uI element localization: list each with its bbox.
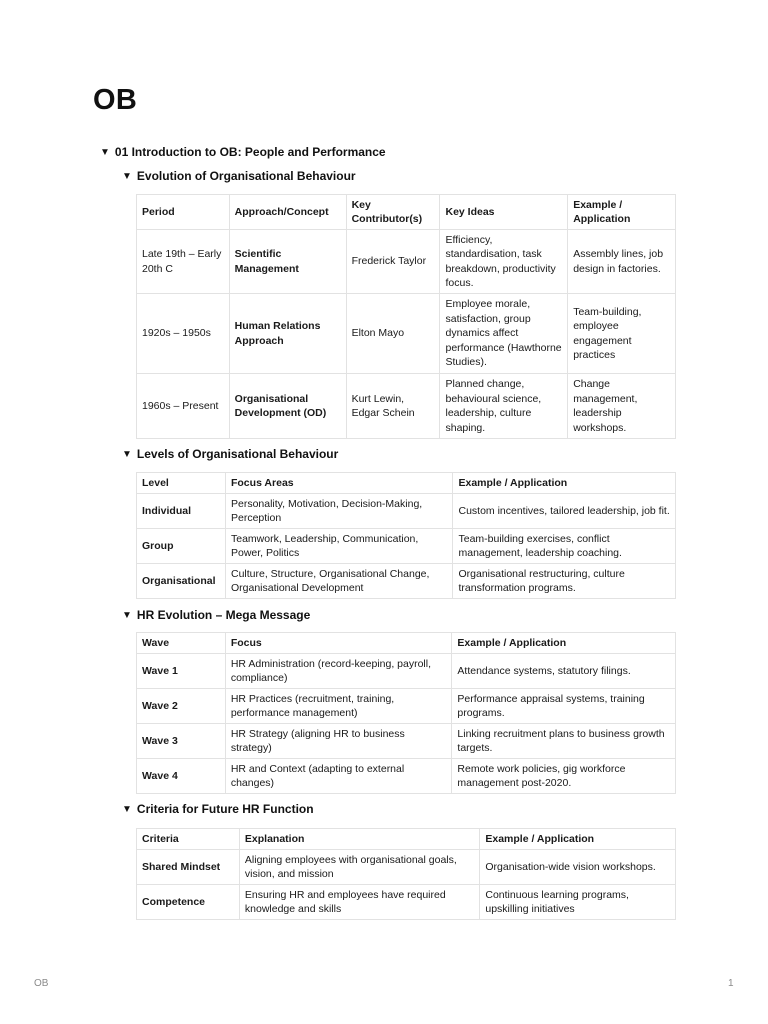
table-cell: Linking recruitment plans to business growth targets. xyxy=(452,724,676,759)
column-header: Key Contributor(s) xyxy=(346,195,440,230)
column-header: Approach/Concept xyxy=(229,195,346,230)
column-header: Criteria xyxy=(137,829,240,850)
table-cell: Aligning employees with organisational goals, vision, and mission xyxy=(239,850,479,885)
levels-table xyxy=(136,472,676,599)
toggle-levels[interactable] xyxy=(122,447,338,461)
table-cell: Human Relations Approach xyxy=(229,294,346,374)
table-cell: Teamwork, Leadership, Communication, Power, Politics xyxy=(225,529,453,564)
table-row xyxy=(137,564,676,599)
table-cell: Culture, Structure, Organisational Change, Organisational Development xyxy=(225,564,453,599)
triangle-down-icon: ▼ xyxy=(122,803,132,815)
table-cell: HR Practices (recruitment, training, performance management) xyxy=(225,689,452,724)
table-cell: Custom incentives, tailored leadership, job fit. xyxy=(453,494,676,529)
column-header: Wave xyxy=(137,633,226,654)
table-cell: Planned change, behavioural science, leadership, culture shaping. xyxy=(440,374,568,439)
table-row xyxy=(137,529,676,564)
triangle-down-icon: ▼ xyxy=(122,448,132,460)
table-cell: Wave 3 xyxy=(137,724,226,759)
table-row xyxy=(137,885,676,920)
subsection-heading: Evolution of Organisational Behaviour xyxy=(136,169,356,183)
table-header-row xyxy=(137,195,676,230)
table-cell: Team-building exercises, conflict management, leadership coaching. xyxy=(453,529,676,564)
table-cell: Assembly lines, job design in factories. xyxy=(568,230,676,294)
page-title: OB xyxy=(93,84,138,116)
table-cell: Individual xyxy=(137,494,226,529)
table-cell: Ensuring HR and employees have required knowledge and skills xyxy=(239,885,479,920)
table-cell: Efficiency, standardisation, task breakdown, productivity focus. xyxy=(440,230,568,294)
table-cell: HR Administration (record-keeping, payroll, compliance) xyxy=(225,654,452,689)
table-row xyxy=(137,230,676,294)
triangle-down-icon: ▼ xyxy=(122,170,132,182)
table-cell: Wave 1 xyxy=(137,654,226,689)
table-cell: Shared Mindset xyxy=(137,850,240,885)
footer-doc-title: OB xyxy=(34,978,49,989)
table-cell: Kurt Lewin, Edgar Schein xyxy=(346,374,440,439)
column-header: Key Ideas xyxy=(440,195,568,230)
footer-page-number: 1 xyxy=(728,978,734,989)
toggle-section-intro[interactable] xyxy=(100,145,386,159)
toggle-criteria[interactable] xyxy=(122,802,314,816)
table-row xyxy=(137,759,676,794)
table-cell: Remote work policies, gig workforce management post-2020. xyxy=(452,759,676,794)
table-header-row xyxy=(137,473,676,494)
table-cell: Wave 4 xyxy=(137,759,226,794)
table-cell: Organisation-wide vision workshops. xyxy=(480,850,676,885)
column-header: Example / Application xyxy=(452,633,676,654)
evolution-table xyxy=(136,194,676,439)
table-row xyxy=(137,294,676,374)
table-cell: 1920s – 1950s xyxy=(137,294,230,374)
subsection-heading: Criteria for Future HR Function xyxy=(136,802,314,816)
table-cell: Scientific Management xyxy=(229,230,346,294)
column-header: Explanation xyxy=(239,829,479,850)
table-cell: Competence xyxy=(137,885,240,920)
criteria-table xyxy=(136,828,676,920)
table-row xyxy=(137,494,676,529)
table-cell: Personality, Motivation, Decision-Making, Perception xyxy=(225,494,453,529)
table-cell: Group xyxy=(137,529,226,564)
subsection-heading: HR Evolution – Mega Message xyxy=(136,608,311,622)
column-header: Focus xyxy=(225,633,452,654)
subsection-heading: Levels of Organisational Behaviour xyxy=(136,447,339,461)
toggle-evolution[interactable] xyxy=(122,169,356,183)
table-header-row xyxy=(137,633,676,654)
column-header: Example / Application xyxy=(453,473,676,494)
table-cell: HR and Context (adapting to external changes) xyxy=(225,759,452,794)
table-cell: Team-building, employee engagement practices xyxy=(568,294,676,374)
column-header: Period xyxy=(137,195,230,230)
table-cell: Elton Mayo xyxy=(346,294,440,374)
table-cell: Wave 2 xyxy=(137,689,226,724)
section-heading: 01 Introduction to OB: People and Performance xyxy=(114,145,386,159)
table-cell: 1960s – Present xyxy=(137,374,230,439)
table-header-row xyxy=(137,829,676,850)
triangle-down-icon: ▼ xyxy=(100,146,110,158)
column-header: Example / Application xyxy=(480,829,676,850)
table-row xyxy=(137,724,676,759)
hr-evolution-table xyxy=(136,632,676,794)
table-cell: Organisational xyxy=(137,564,226,599)
column-header: Example / Application xyxy=(568,195,676,230)
table-cell: Organisational restructuring, culture transformation programs. xyxy=(453,564,676,599)
table-cell: Continuous learning programs, upskilling initiatives xyxy=(480,885,676,920)
toggle-hr-evolution[interactable] xyxy=(122,608,310,622)
table-cell: Performance appraisal systems, training programs. xyxy=(452,689,676,724)
table-cell: Organisational Development (OD) xyxy=(229,374,346,439)
column-header: Level xyxy=(137,473,226,494)
table-cell: Change management, leadership workshops. xyxy=(568,374,676,439)
table-cell: Frederick Taylor xyxy=(346,230,440,294)
table-row xyxy=(137,374,676,439)
table-row xyxy=(137,689,676,724)
table-cell: Employee morale, satisfaction, group dynamics affect performance (Hawthorne Studies). xyxy=(440,294,568,374)
table-row xyxy=(137,850,676,885)
column-header: Focus Areas xyxy=(225,473,453,494)
table-cell: Attendance systems, statutory filings. xyxy=(452,654,676,689)
triangle-down-icon: ▼ xyxy=(122,609,132,621)
table-cell: HR Strategy (aligning HR to business strategy) xyxy=(225,724,452,759)
table-cell: Late 19th – Early 20th C xyxy=(137,230,230,294)
table-row xyxy=(137,654,676,689)
